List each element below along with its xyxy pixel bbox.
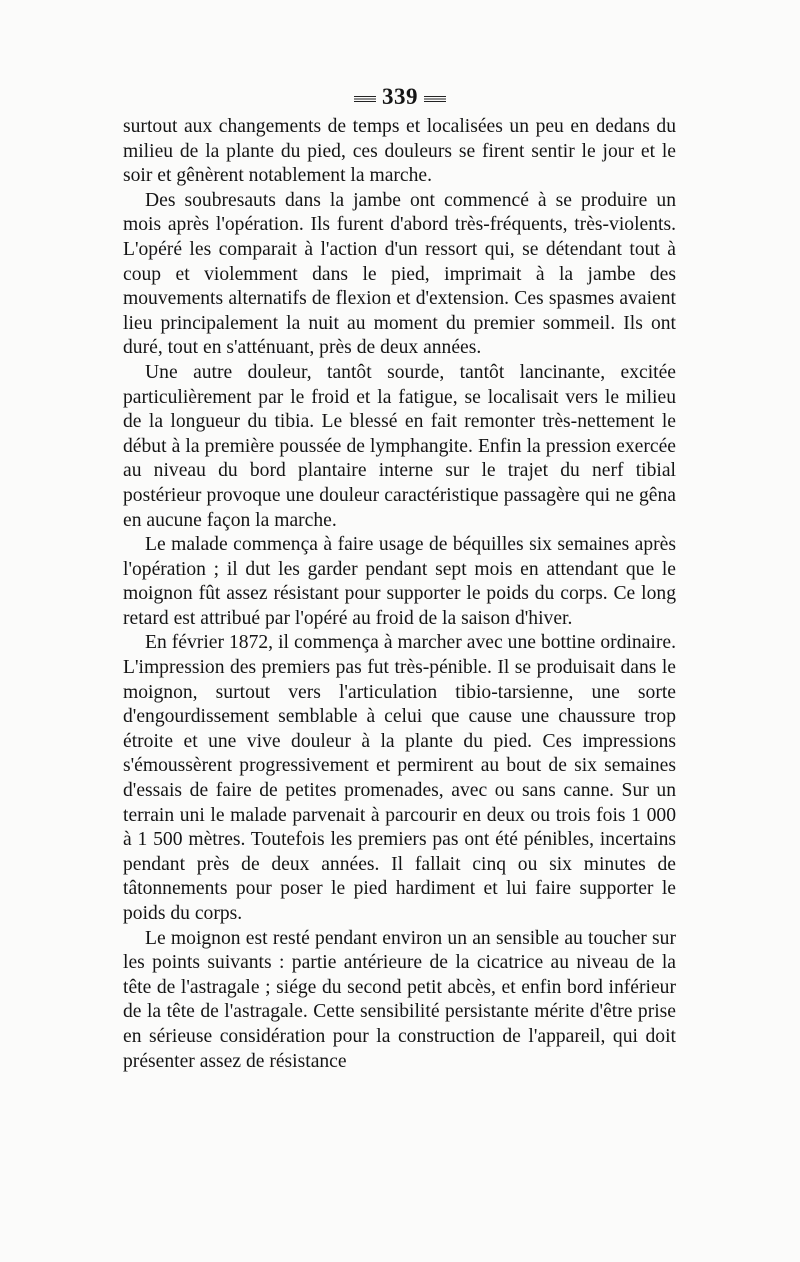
page-header — [0, 84, 800, 110]
paragraph-fevrier-1872: En février 1872, il commença à marcher avec une bottine ordinaire. L'impression des premiers pas fut très-pénible. Il se produisait dans le moignon, surtout vers l'articulation tibio-tarsienne, une sorte d'engourdissement semblable à celui que cause une chaussure trop étroite et une vive douleur à la plante du pied. Ces impressions s'émoussèrent progressivement et permirent au bout de six semaines d'essais de faire de petites promenades, avec ou sans canne. Sur un terrain uni le malade parvenait à parcourir en deux ou trois fois 1 000 à 1 500 mètres. Toutefois les premiers pas ont été pénibles, incertains pendant près de deux années. Il fallait cinq ou six minutes de tâtonnements pour poser le pied hardiment et lui faire supporter le poids du corps. — [123, 632, 676, 924]
header-right-rule — [424, 96, 446, 102]
page-number: 339 — [382, 84, 418, 109]
paragraph-autre-douleur: Une autre douleur, tantôt sourde, tantôt lancinante, excitée particulièrement par le froid et la fatigue, se localisait vers le milieu de la longueur du tibia. Le blessé en fait remonter très-nettement le début à la première poussée de lymphangite. Enfin la pression exercée au niveau du bord plantaire interne sur le trajet du nerf tibial postérieur provoque une douleur caractéristique passagère qui ne gêna en aucune façon la marche. — [123, 361, 676, 531]
paragraph-continuation: surtout aux changements de temps et localisées un peu en dedans du milieu de la plante du pied, ces douleurs se firent sentir le jour et le soir et gênèrent notablement la marche. — [123, 116, 676, 187]
paragraph-moignon-sensible: Le moignon est resté pendant environ un an sensible au toucher sur les points suivants : partie antérieure de la cicatrice au niveau de la tête de l'astragale ; siége du second petit abcès, et enfin bord inférieur de la tête de l'astragale. Cette sensibilité persistante mérite d'être prise en sérieuse considération pour la construction de l'appareil, qui doit présenter assez de résistance — [123, 927, 676, 1072]
body-text — [123, 115, 676, 1074]
paragraph-soubresauts: Des soubresauts dans la jambe ont commencé à se produire un mois après l'opération. Ils furent d'abord très-fréquents, très-violents. L'opéré les comparait à l'action d'un ressort qui, se détendant tout à coup et violemment dans le pied, imprimait à la jambe des mouvements alternatifs de flexion et d'extension. Ces spasmes avaient lieu principalement la nuit au moment du premier sommeil. Ils ont duré, tout en s'atténuant, près de deux années. — [123, 189, 676, 359]
paragraph-bequilles: Le malade commença à faire usage de béquilles six semaines après l'opération ; il dut les garder pendant sept mois en attendant que le moignon fût assez résistant pour supporter le poids du corps. Ce long retard est attribué par l'opéré au froid de la saison d'hiver. — [123, 534, 676, 629]
header-left-rule — [354, 96, 376, 102]
